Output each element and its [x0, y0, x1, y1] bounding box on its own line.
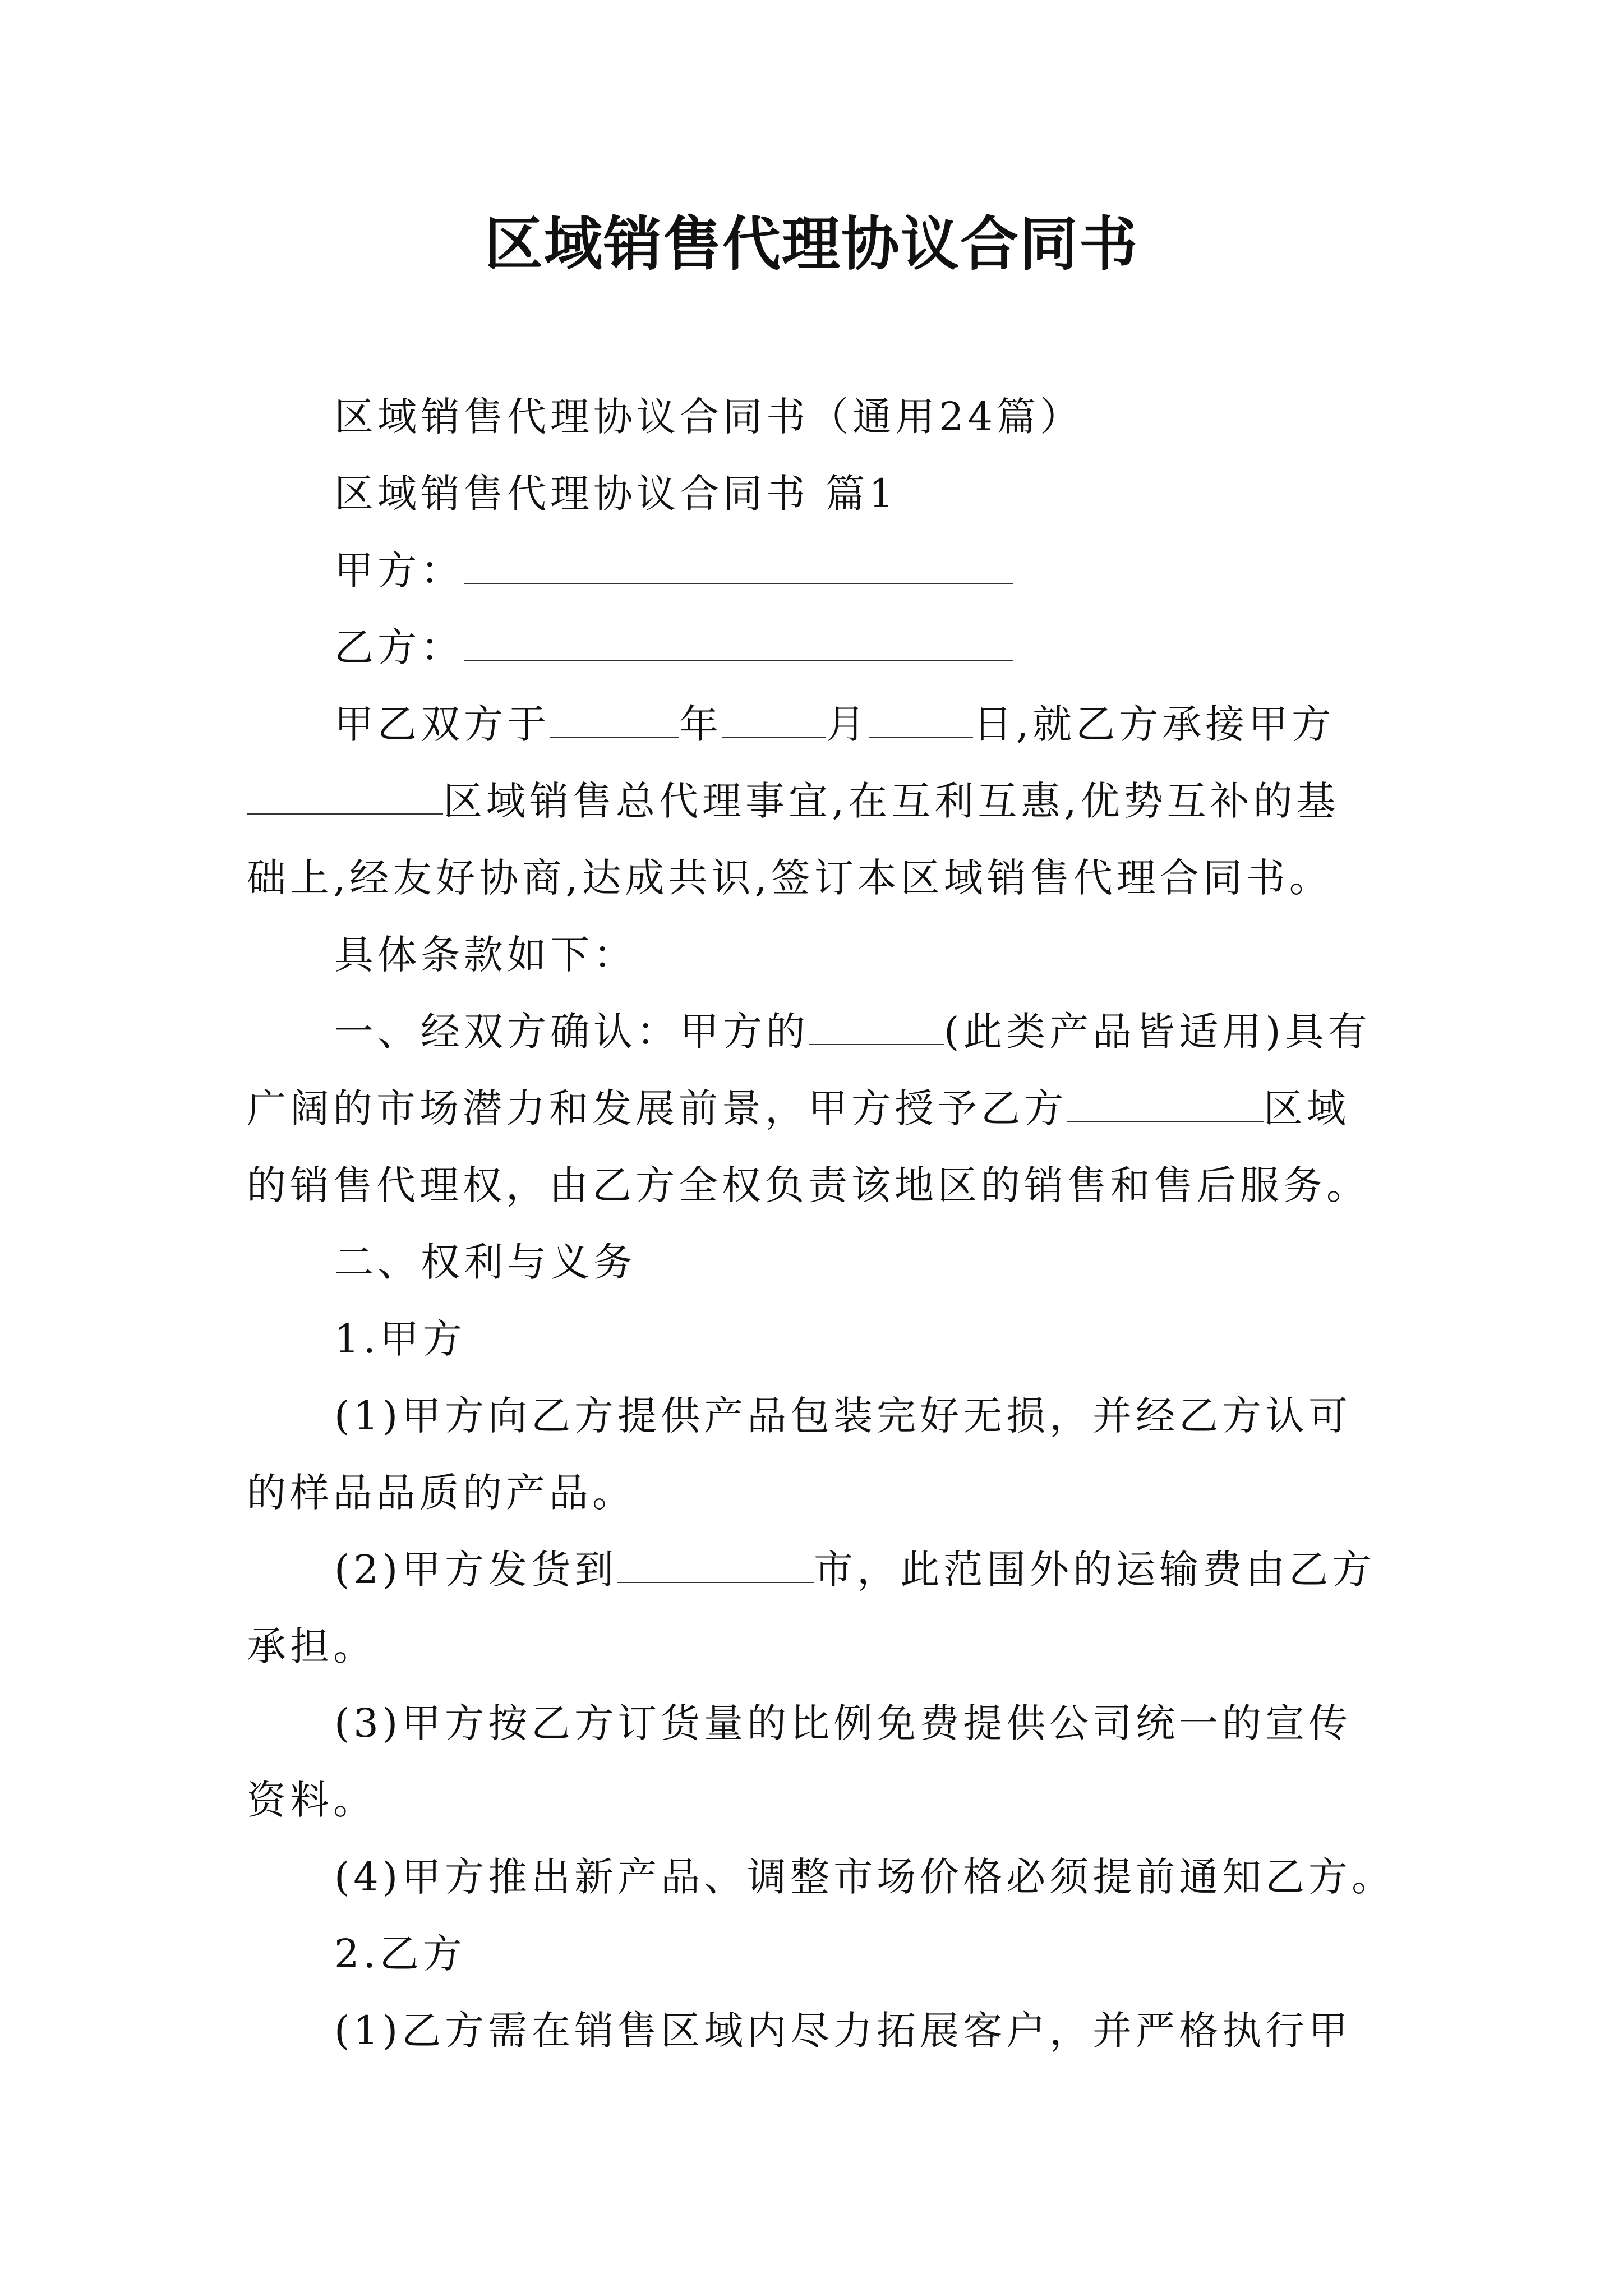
a1-line-1: (1)甲方向乙方提供产品包装完好无损，并经乙方认可: [334, 1393, 1352, 1439]
day-label: 日,就乙方承接甲方: [973, 701, 1335, 747]
subtitle: 区域销售代理协议合同书（通用24篇）: [334, 394, 1083, 440]
clause1-text-d: 区域: [1264, 1085, 1350, 1131]
party-b-heading: 2.乙方: [334, 1931, 466, 1977]
year-blank: [550, 705, 679, 738]
b1-line-1: (1)乙方需在销售区域内尽力拓展客户，并严格执行甲: [334, 2008, 1352, 2054]
party-a-label: 甲方：: [334, 547, 464, 593]
clause1-line-2: [247, 1070, 1385, 1147]
clause2-heading: 二、权利与义务: [334, 1239, 637, 1285]
intro-line-3: 础上,经友好协商,达成共识,签订本区域销售代理合同书。: [247, 855, 1332, 901]
a2-text-a: (2)甲方发货到: [334, 1547, 618, 1593]
a2-line-2: 承担。: [247, 1623, 376, 1669]
document-body: [247, 379, 1395, 2069]
month-label: 月: [826, 701, 869, 747]
party-b-blank: [464, 628, 1013, 661]
a2-line-1: [247, 1531, 1385, 1608]
document-title: 区域销售代理协议合同书: [484, 209, 1138, 278]
intro-line-1: [247, 686, 1385, 763]
month-blank: [722, 705, 826, 738]
clause1-line-1: [247, 993, 1385, 1070]
intro-text: 甲乙双方于: [334, 701, 550, 747]
intro-text-2: 区域销售总代理事宜,在互利互惠,优势互补的基: [443, 778, 1340, 824]
product-blank: [809, 1013, 944, 1045]
party-b-label: 乙方：: [334, 624, 464, 670]
terms-intro: 具体条款如下：: [334, 932, 637, 978]
clause1-text-c: 广阔的市场潜力和发展前景，甲方授予乙方: [247, 1085, 1067, 1131]
a4-line-1: (4)甲方推出新产品、调整市场价格必须提前通知乙方。: [334, 1854, 1395, 1900]
clause1-line-3: 的销售代理权，由乙方全权负责该地区的销售和售后服务。: [247, 1162, 1370, 1208]
party-a-line: [247, 532, 1385, 609]
section-heading: 区域销售代理协议合同书 篇1: [334, 471, 898, 517]
area-blank: [1067, 1089, 1264, 1122]
clause1-text-b: (此类产品皆适用)具有: [944, 1009, 1371, 1055]
party-b-line: [247, 609, 1385, 686]
party-a-heading: 1.甲方: [334, 1316, 466, 1362]
a1-line-2: 的样品品质的产品。: [247, 1470, 635, 1516]
a3-line-2: 资料。: [247, 1777, 376, 1823]
region-blank: [247, 782, 443, 815]
intro-line-2: [247, 763, 1385, 840]
city-blank: [617, 1550, 814, 1583]
a3-line-1: (3)甲方按乙方订货量的比例免费提供公司统一的宣传: [334, 1700, 1352, 1746]
day-blank: [869, 705, 973, 738]
clause1-text-a: 一、经双方确认：甲方的: [334, 1009, 809, 1055]
a2-text-b: 市，此范围外的运输费由乙方: [814, 1547, 1376, 1593]
year-label: 年: [679, 701, 722, 747]
party-a-blank: [464, 551, 1013, 584]
